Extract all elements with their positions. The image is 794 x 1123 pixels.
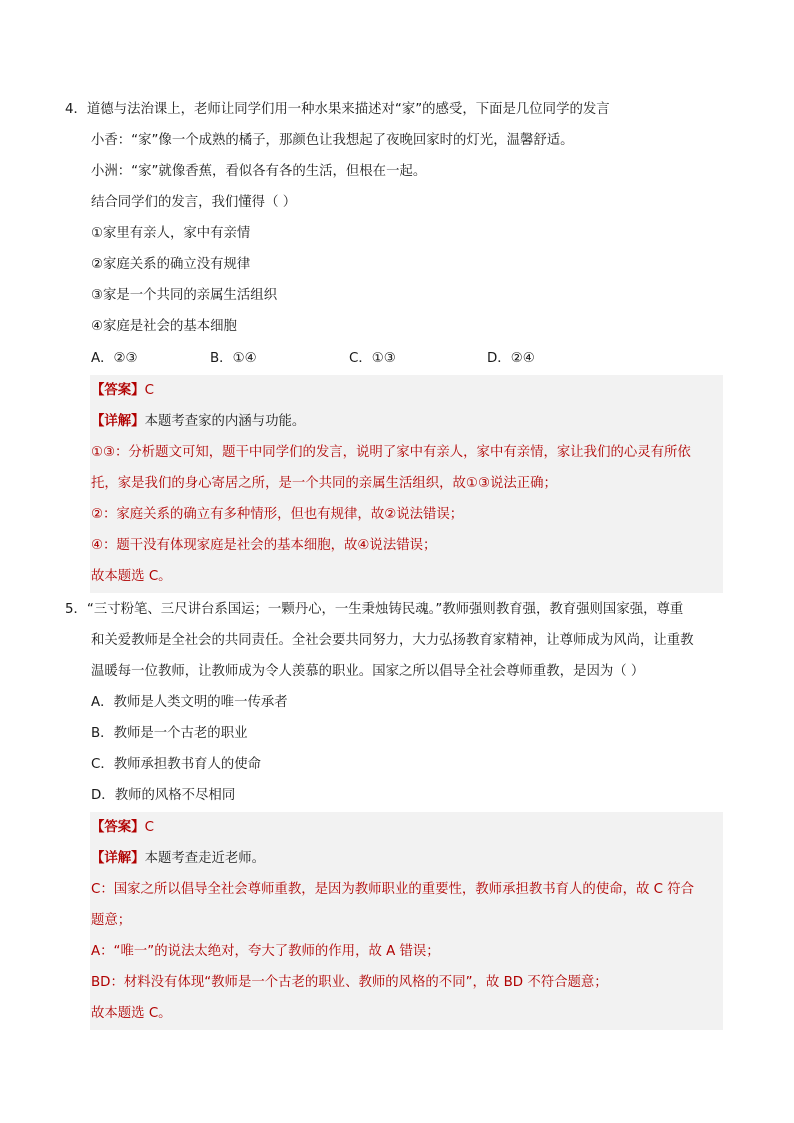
q5-stem-line: 温暖每一位教师，让教师成为令人羡慕的职业。国家之所以倡导全社会尊师重教，是因为（ ） <box>91 664 645 679</box>
q4-detail-line: 托，家是我们的身心寄居之所，是一个共同的亲属生活组织，故①③说法正确； <box>91 476 557 491</box>
q4-answer: C <box>144 383 154 398</box>
q5-option-b[interactable]: B．教师是一个古老的职业 <box>91 726 248 741</box>
q4-detail-line: ④：题干没有体现家庭是社会的基本细胞，故④说法错误； <box>91 538 437 553</box>
q5-stem: “三寸粉笔、三尺讲台系国运；一颗丹心，一生秉烛铸民魂。”教师强则教育强，教育强则国家强，尊重 <box>86 602 684 617</box>
q4-option-d[interactable]: D．②④ <box>487 351 535 366</box>
q4-line: 小香：“家”像一个成熟的橘子，那颜色让我想起了夜晚回家时的灯光，温馨舒适。 <box>91 133 574 148</box>
q4-option-c[interactable]: C．①③ <box>349 351 396 366</box>
q4-line: 结合同学们的发言，我们懂得（ ） <box>91 195 297 210</box>
q4-stem-line <box>65 100 610 120</box>
q4-statement: ④家庭是社会的基本细胞 <box>91 319 237 334</box>
q4-answer-line <box>91 381 154 401</box>
answer-tag: 【答案】 <box>91 383 145 398</box>
q4-detail-line: ①③：分析题文可知，题干中同学们的发言，说明了家中有亲人，家中有亲情，家让我们的心灵有所依 <box>91 445 691 460</box>
q5-detail-line: C：国家之所以倡导全社会尊师重教，是因为教师职业的重要性，教师承担教书育人的使命，故 C 符合 <box>91 882 695 897</box>
q5-option-d[interactable]: D．教师的风格不尽相同 <box>91 788 236 803</box>
q5-number: 5． <box>65 602 87 617</box>
q4-line: 小洲：“家”就像香蕉，看似各有各的生活，但根在一起。 <box>91 164 427 179</box>
q4-number: 4． <box>65 102 87 117</box>
q5-option-c[interactable]: C．教师承担教书育人的使命 <box>91 757 262 772</box>
q5-option-a[interactable]: A．教师是人类文明的唯一传承者 <box>91 695 288 710</box>
q5-answer: C <box>144 820 154 835</box>
q4-statement: ③家是一个共同的亲属生活组织 <box>91 288 278 303</box>
q4-statement: ①家里有亲人，家中有亲情 <box>91 226 251 241</box>
q5-detail-line: BD：材料没有体现“教师是一个古老的职业、教师的风格的不同”，故 BD 不符合题意； <box>91 975 608 990</box>
q4-detail-line: ②：家庭关系的确立有多种情形，但也有规律，故②说法错误； <box>91 507 464 522</box>
q4-answer-box <box>90 375 723 593</box>
q5-detail-intro: 本题考查走近老师。 <box>144 851 266 866</box>
q5-detail-line: A：“唯一”的说法太绝对，夸大了教师的作用，故 A 错误； <box>91 944 440 959</box>
q5-stem-line <box>65 600 683 620</box>
detail-tag: 【详解】 <box>91 851 145 866</box>
q4-detail-line: 故本题选 C。 <box>91 569 172 584</box>
detail-tag: 【详解】 <box>91 414 145 429</box>
q4-detail-intro-line <box>91 412 305 432</box>
answer-tag: 【答案】 <box>91 820 145 835</box>
q5-answer-line <box>91 818 154 838</box>
q4-statement: ②家庭关系的确立没有规律 <box>91 257 251 272</box>
q5-detail-line: 故本题选 C。 <box>91 1006 172 1021</box>
q4-option-a[interactable]: A．②③ <box>91 351 138 366</box>
q4-stem: 道德与法治课上，老师让同学们用一种水果来描述对“家”的感受，下面是几位同学的发言 <box>86 102 610 117</box>
q5-detail-intro-line <box>91 849 265 869</box>
q5-detail-line: 题意； <box>91 913 132 928</box>
q4-option-b[interactable]: B．①④ <box>210 351 257 366</box>
q5-stem-line: 和关爱教师是全社会的共同责任。全社会要共同努力，大力弘扬教育家精神，让尊师成为风尚，让重教 <box>91 633 694 648</box>
q4-detail-intro: 本题考查家的内涵与功能。 <box>144 414 306 429</box>
q5-answer-box <box>90 812 723 1030</box>
